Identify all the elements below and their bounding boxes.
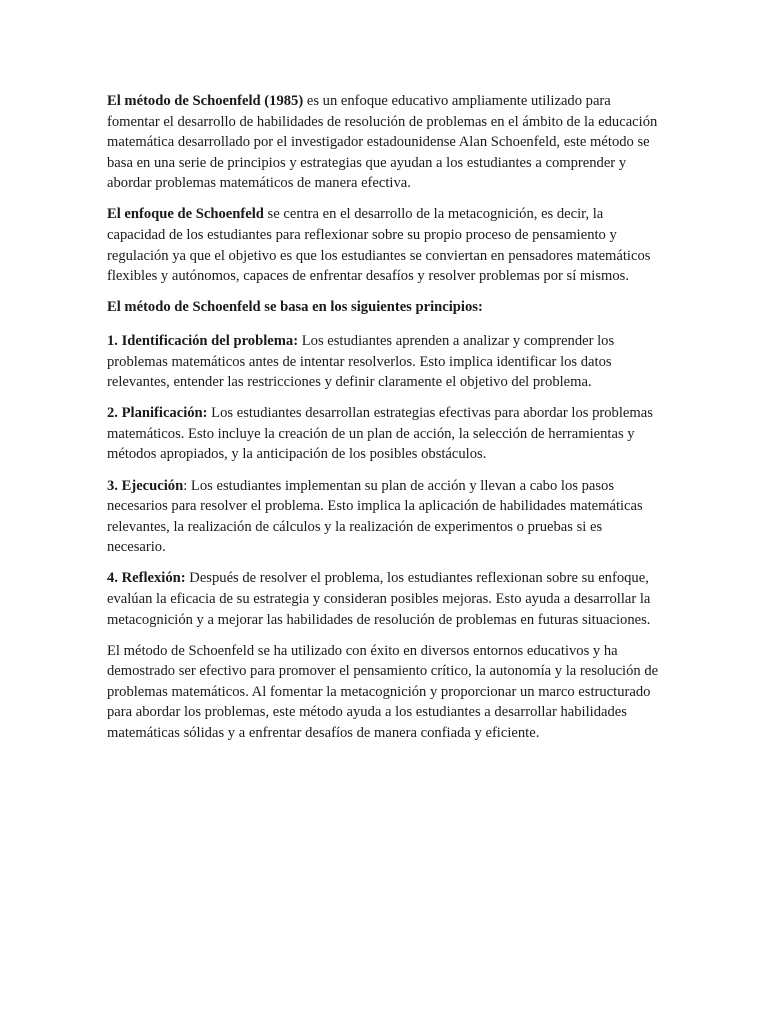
principle-lead: 4. Reflexión: [107, 570, 186, 587]
principle-text: Los estudiantes aprenden a analizar y comprender los problemas matemáticos antes de intentar resolverlos. Esto implica identificar los datos relevantes, entender las restricciones y definir claramente el objetivo del problema. [107, 332, 615, 391]
principle-item-reflection [107, 568, 663, 630]
intro-lead: El método de Schoenfeld (1985) [107, 93, 304, 109]
principle-text: : Los estudiantes implementan su plan de acción y llevan a cabo los pasos necesarios para resolver el problema. Esto implica la aplicación de habilidades matemáticas relevantes, la realización de cálculos y la realización de experimentos o pruebas si es necesario. [107, 477, 643, 556]
principle-text: Los estudiantes desarrollan estrategias efectivas para abordar los problemas matemáticos. Esto incluye la creación de un plan de acción, la selección de herramientas y métodos apropiados, y la anticipación de los posibles obstáculos. [107, 405, 653, 463]
conclusion-paragraph: El método de Schoenfeld se ha utilizado con éxito en diversos entornos educativos y ha demostrado ser efectivo para promover el pensamiento crítico, la autonomía y la resolución de problemas matemáticos. Al fomentar la metacognición y proporcionar un marco estructurado para abordar los problemas, este método ayuda a los estudiantes a desarrollar habilidades matemáticas sólidas y a enfrentar desafíos de manera confiada y eficiente. [107, 642, 659, 742]
approach-paragraph [107, 204, 663, 286]
approach-lead: El enfoque de Schoenfeld [107, 206, 264, 223]
principle-text: Después de resolver el problema, los estudiantes reflexionan sobre su enfoque, evalúan la eficacia de su estrategia y consideran posibles mejoras. Esto ayuda a desarrollar la metacognición y a mejorar las habilidades de resolución de problemas en futuras situaciones. [107, 570, 651, 628]
principle-item-execution [107, 476, 663, 558]
principles-heading: El método de Schoenfeld se basa en los siguientes principios: [107, 299, 483, 316]
principle-lead: 2. Planificación: [107, 405, 208, 422]
principle-lead: 1. Identificación del problema: [107, 332, 299, 349]
intro-text: es un enfoque educativo ampliamente utilizado para fomentar el desarrollo de habilidades de resolución de problemas en el ámbito de la educación matemática desarrollado por el investigador estadounidense Alan Schoenfeld, este método se basa en una serie de principios y estrategias que ayudan a los estudiantes a comprender y abordar problemas matemáticos de manera efectiva. [107, 93, 658, 192]
principle-item-planning [107, 403, 663, 465]
principle-item-identification [107, 331, 663, 393]
principle-lead: 3. Ejecución [107, 477, 184, 494]
intro-paragraph [107, 91, 663, 194]
approach-text: se centra en el desarrollo de la metacognición, es decir, la capacidad de los estudiantes para reflexionar sobre su propio proceso de pensamiento y regulación ya que el objetivo es que los estudiantes se conviertan en pensadores matemáticos flexibles y autónomos, capaces de enfrentar desafíos y resolver problemas por sí mismos. [107, 206, 651, 285]
document-page [107, 91, 663, 754]
